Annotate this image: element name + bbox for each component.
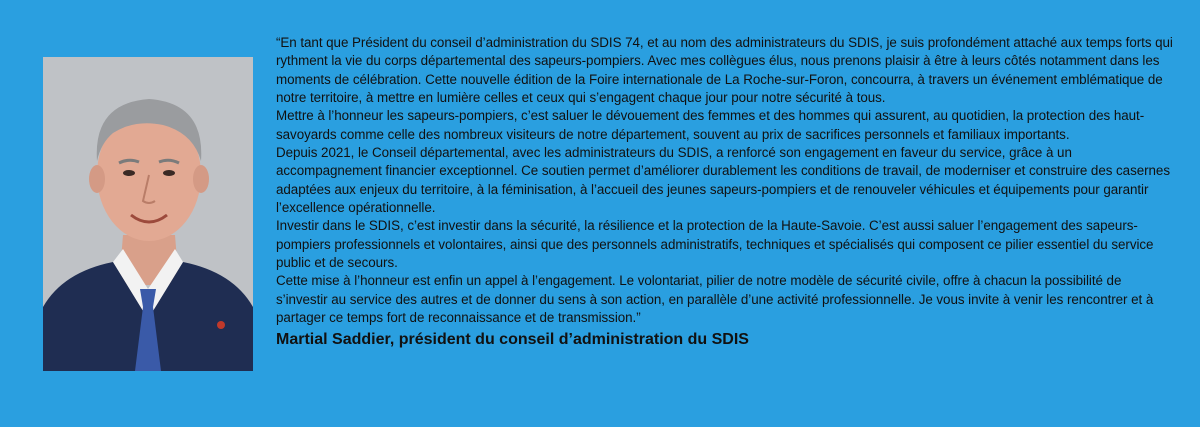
quote-block [276,34,1176,351]
quote-paragraph: Depuis 2021, le Conseil départemental, avec les administrateurs du SDIS, a renforcé son engagement en faveur du service, grâce à un accompagnement financier exceptionnel. Ce soutien permet d’améliorer durablement les conditions de travail, de moderniser et construire des casernes adaptées aux enjeux du territoire, à la féminisation, à l’accueil des jeunes sapeurs-pompiers et de renouveler véhicules et équipements pour garantir l’excellence opérationnelle. [276,145,1170,216]
quote-paragraph: “En tant que Président du conseil d’administration du SDIS 74, et au nom des administrateurs du SDIS, je suis profondément attaché aux temps forts qui rythment la vie du corps départemental des sapeurs-pompiers. Avec mes collègues élus, nous prenons plaisir à être à leurs côtés notamment dans les moments de célébration. Cette nouvelle édition de la Foire internationale de La Roche-sur-Foron, concourra, à travers un événement emblématique de notre territoire, à mettre en lumière celles et ceux qui s’engagent chaque jour pour notre sécurité à tous. [276,35,1173,106]
quote-paragraph: Investir dans le SDIS, c’est investir dans la sécurité, la résilience et la protection de la Haute-Savoie. C’est aussi saluer l’engagement des sapeurs-pompiers professionnels et volontaires, ainsi que des personnels administratifs, techniques et spécialisés qui composent ce pilier essentiel du service public et de secours. [276,218,1154,271]
quote-signature: Martial Saddier, président du conseil d’administration du SDIS [276,330,749,348]
quote-paragraph: Cette mise à l’honneur est enfin un appel à l’engagement. Le volontariat, pilier de notre modèle de sécurité civile, offre à chacun la possibilité de s’investir au service des autres et de donner du sens à son action, en parallèle d’une activité professionnelle. Je vous invite à venir les rencontrer et à partager ce temps fort de reconnaissance et de transmission.” [276,273,1154,326]
portrait-illustration [43,57,253,371]
portrait-photo [43,57,253,371]
quote-text [276,34,1176,328]
quote-paragraph: Mettre à l’honneur les sapeurs-pompiers, c’est saluer le dévouement des femmes et des hommes qui assurent, au quotidien, la protection des haut-savoyards comme celle des nombreux visiteurs de notre département, souvent au prix de sacrifices personnels et familiaux importants. [276,108,1145,142]
